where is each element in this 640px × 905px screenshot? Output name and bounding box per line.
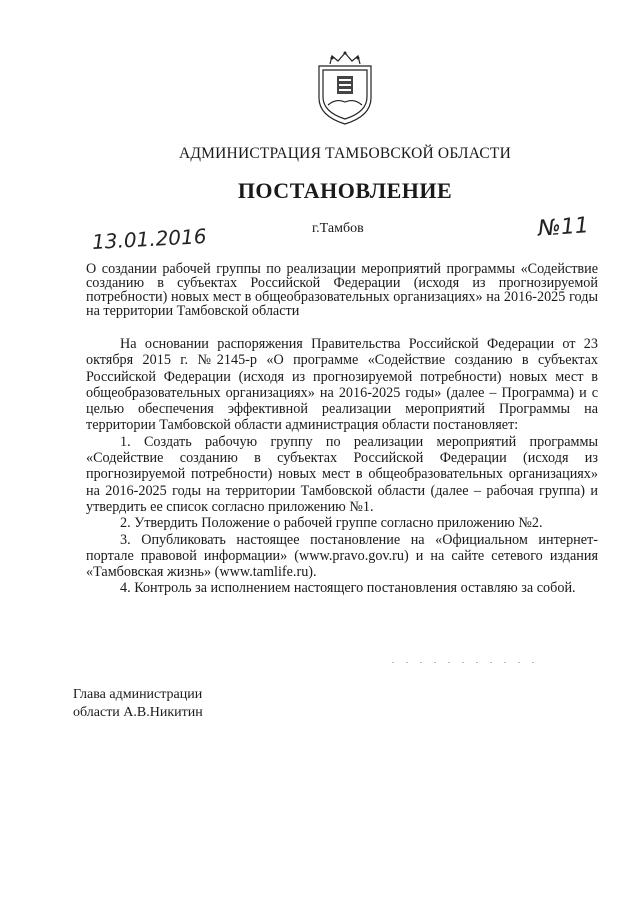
organization-name: АДМИНИСТРАЦИЯ ТАМБОВСКОЙ ОБЛАСТИ xyxy=(179,145,511,162)
signature-title: Глава администрации xyxy=(73,687,203,702)
handwritten-number: №11 xyxy=(537,213,590,242)
signature-name: области А.В.Никитин xyxy=(73,705,203,720)
body-item: 2. Утвердить Положение о рабочей группе согласно приложению №2. xyxy=(120,515,543,532)
signature-block xyxy=(73,686,203,722)
body-item: 1. Создать рабочую группу по реализации мероприятий программы «Содействие созданию в субъектах Российской Федерации (исходя из прогнозируемой потребности) новых мест в общеобразовательных организациях» на 2016-2025 годы на территории Тамбовской области (далее – рабочая группа) и утвердить ее список согласно приложению №1. xyxy=(86,433,598,515)
body-item: 4. Контроль за исполнением настоящего постановления оставляю за собой. xyxy=(120,580,576,597)
handwritten-date: 13.01.2016 xyxy=(91,224,208,254)
body-item: 3. Опубликовать настоящее постановление на «Официальном интернет-портале правовой информации» (www.pravo.gov.ru) и на сайте сетевого издания «Тамбовская жизнь» (www.tamlife.ru). xyxy=(86,531,598,581)
coat-of-arms-emblem xyxy=(314,50,376,126)
city-name: г.Тамбов xyxy=(312,221,364,236)
document-title: О создании рабочей группы по реализации мероприятий программы «Содействие созданию в субъектах Российской Федерации (исходя из прогнозируемой потребности) новых мест в общеобразовательных организациях» на 2016-2025 годы на территории Тамбовской области xyxy=(86,261,598,319)
scan-artifact xyxy=(392,662,542,663)
document-body xyxy=(86,336,598,597)
document-type-heading: ПОСТАНОВЛЕНИЕ xyxy=(237,178,453,203)
preamble-paragraph: На основании распоряжения Правительства Российской Федерации от 23 октября 2015 г. №2145-р «О программе «Содействие созданию в субъектах Российской Федерации (исходя из прогнозируемой потребности) новых мест в общеобразовательных организациях» на 2016-2025 годы» (далее – Программа) и с целью обеспечения эффективной реализации мероприятий Программы на территории Тамбовской области администрация области постановляет: xyxy=(86,336,598,434)
